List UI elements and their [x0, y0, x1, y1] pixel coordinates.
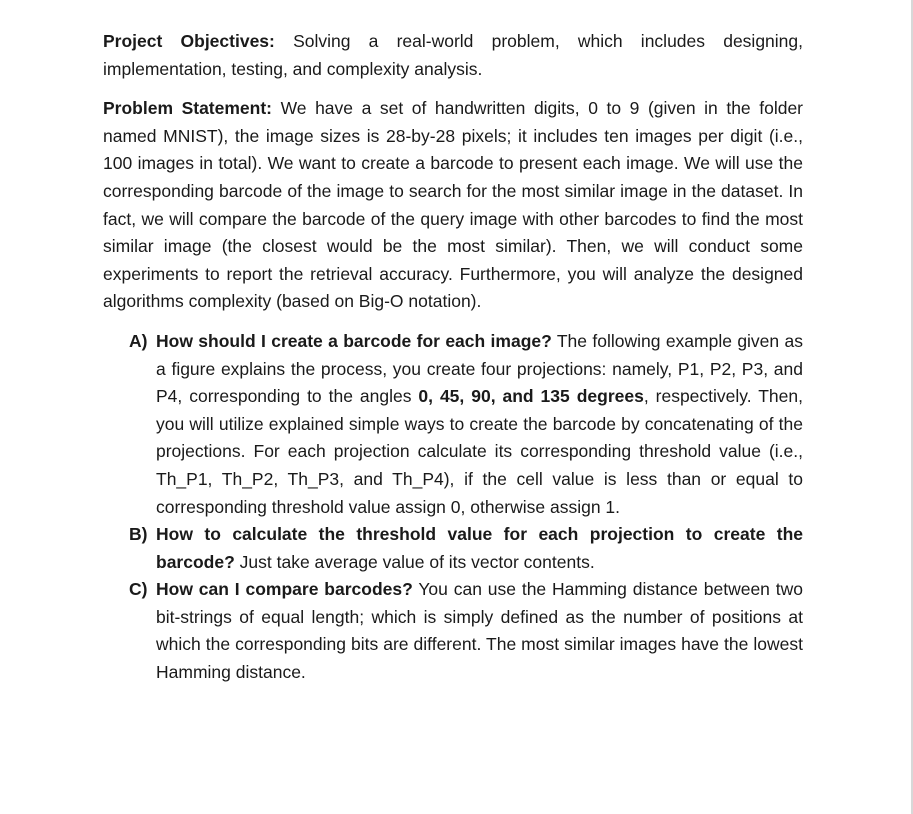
- document-body: [103, 28, 803, 687]
- list-item: [129, 521, 803, 576]
- list-item: [129, 576, 803, 686]
- angles-emphasis: 0, 45, 90, and 135 degrees: [418, 386, 644, 407]
- item-question: How to calculate the threshold value for each projection to create the barcode?: [156, 524, 803, 572]
- problem-statement-paragraph: [103, 95, 803, 316]
- question-list: [103, 328, 803, 687]
- item-text-continued: , respectively. Then, you will utilize explained simple ways to create the barcode by concatenating of the projections. For each projection calculate its corresponding threshold value (i.e., Th_P1, Th_P2, Th_P3, and Th_P4), if the cell value is less than or equal to corresponding threshold value assign 0, otherwise assign 1.: [156, 386, 803, 517]
- list-item: [129, 328, 803, 521]
- item-text: You can use the Hamming distance between two bit-strings of equal length; which is simply defined as the number of positions at which the corresponding bits are different. The most similar images have the lowest Hamming distance.: [156, 579, 803, 683]
- list-marker: B): [129, 524, 148, 545]
- objectives-label: Project Objectives:: [103, 31, 275, 51]
- item-question: How can I compare barcodes?: [156, 579, 413, 600]
- objectives-paragraph: [103, 28, 803, 83]
- item-text: The following example given as a figure explains the process, you create four projections: namely, P1, P2, P3, and P4, corresponding to the angles: [156, 330, 803, 407]
- objectives-text: Solving a real-world problem, which includes designing, implementation, testing, and complexity analysis.: [103, 31, 803, 79]
- item-text: Just take average value of its vector contents.: [234, 551, 595, 572]
- problem-statement-text: We have a set of handwritten digits, 0 to 9 (given in the folder named MNIST), the image sizes is 28-by-28 pixels; it includes ten images per digit (i.e., 100 images in total). We want to create a barcode to present each image. We will use the corresponding barcode of the image to search for the most similar image in the dataset. In fact, we will compare the barcode of the query image with other barcodes to find the most similar image (the closest would be the most similar). Then, we will conduct some experiments to report the retrieval accuracy. Furthermore, you will analyze the designed algorithms complexity (based on Big-O notation).: [103, 98, 804, 312]
- item-question: How should I create a barcode for each image?: [156, 330, 552, 351]
- problem-statement-label: Problem Statement:: [103, 98, 273, 119]
- list-marker: A): [129, 330, 148, 351]
- list-marker: C): [129, 579, 148, 600]
